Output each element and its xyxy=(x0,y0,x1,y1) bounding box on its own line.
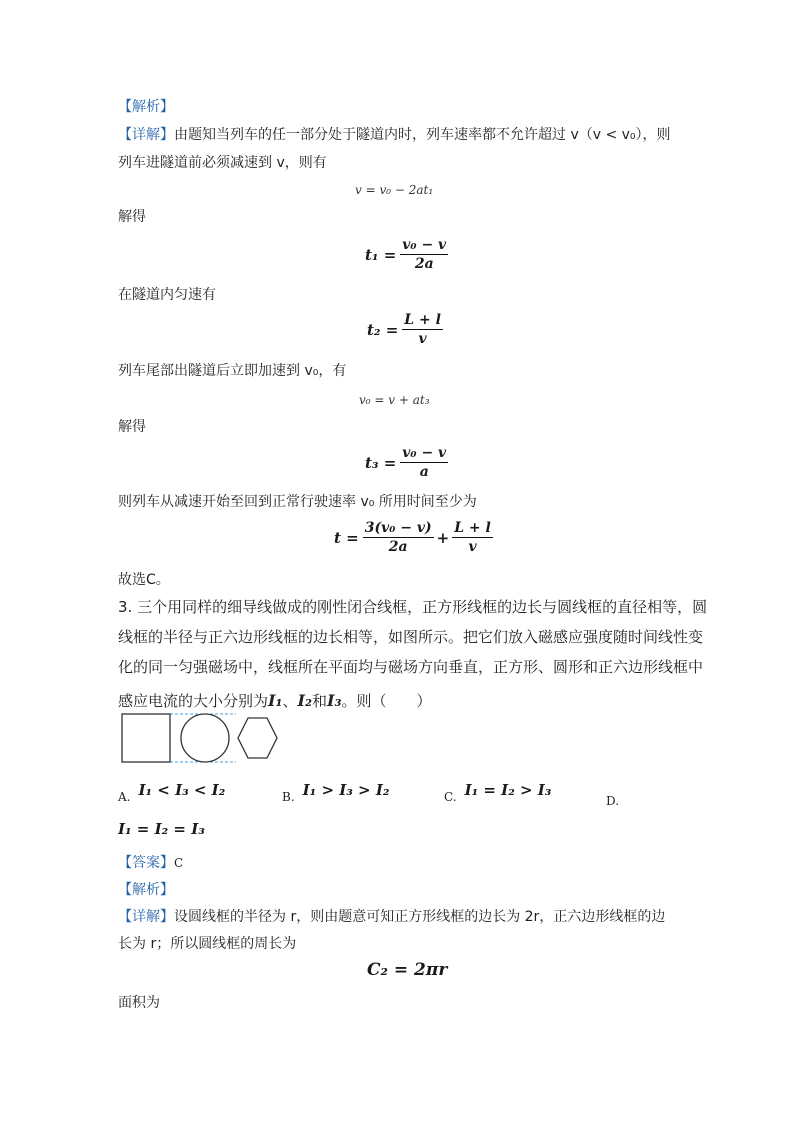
option-c-expr: I₁ = I₂ > I₃ xyxy=(464,781,552,799)
q3-line-4: 感应电流的大小分别为 I₁ 、 I₂ 和 I₃ 。则（ ） xyxy=(118,691,432,710)
detail-line-2-2: 长为 r；所以圆线框的周长为 xyxy=(118,936,297,952)
wire-frames-figure xyxy=(118,710,284,766)
option-b[interactable] xyxy=(282,776,389,804)
detail-label-2: 【详解】 xyxy=(118,909,174,925)
detail-line-2-1 xyxy=(118,906,665,926)
answer-value: C xyxy=(174,856,184,870)
circle-frame xyxy=(181,714,229,762)
q3-line-1: 3. 三个用同样的细导线做成的刚性闭合线框，正方形线框的边长与圆线框的直径相等，圆 xyxy=(118,598,708,616)
detail-label: 【详解】 xyxy=(118,127,174,143)
answer-label: 【答案】 xyxy=(118,855,174,871)
total-time-text: 则列车从减速开始至回到正常行驶速率 v₀ 所用时间至少为 xyxy=(118,494,477,510)
option-b-label: B. xyxy=(282,790,295,804)
option-c-label: C. xyxy=(444,790,457,804)
equation-v: v = v₀ − 2at₁ xyxy=(355,183,434,197)
detail-text-2: 设圆线框的半径为 r，则由题意可知正方形线框的边长为 2r，正六边形线框的边 xyxy=(174,909,666,925)
equation-t1: t₁ = $\frac{\text{v₀ − v}}{2a}$ xyxy=(365,237,447,272)
equation-c2: C₂ = 2πr xyxy=(367,960,448,980)
option-b-expr: I₁ > I₃ > I₂ xyxy=(302,781,390,799)
equation-total-t: t = $\frac{\text{3(v₀ − v)}}{2a}$ + $\frac{L + l}{v}$ xyxy=(334,520,491,555)
i3-symbol: I₃ xyxy=(327,691,342,710)
detail-text: 由题知当列车的任一部分处于隧道内时，列车速率都不允许超过 v（v < v₀），则 xyxy=(174,127,671,143)
i1-symbol: I₁ xyxy=(268,691,283,710)
choice-text: 故选C。 xyxy=(118,572,170,588)
tail-text: 列车尾部出隧道后立即加速到 v₀，有 xyxy=(118,363,347,379)
option-a[interactable] xyxy=(118,776,225,804)
option-c[interactable] xyxy=(444,776,551,804)
analysis-label-2: 【解析】 xyxy=(118,882,174,898)
detail-line-1 xyxy=(118,124,671,144)
i2-symbol: I₂ xyxy=(297,691,313,710)
equation-t3: t₃ = $\frac{\text{v₀ − v}}{a}$ xyxy=(365,445,447,480)
analysis-label: 【解析】 xyxy=(118,99,174,115)
option-a-label: A. xyxy=(118,790,131,804)
q3-line-3: 化的同一匀强磁场中，线框所在平面均与磁场方向垂直，正方形、圆形和正六边形线框中 xyxy=(118,658,704,676)
answer-line xyxy=(118,852,183,872)
option-a-expr: I₁ < I₃ < I₂ xyxy=(138,781,226,799)
area-text: 面积为 xyxy=(118,995,160,1011)
q3-line-2: 线框的半径与正六边形线框的边长相等，如图所示。把它们放入磁感应强度随时间线性变 xyxy=(118,628,704,646)
equation-t2: t₂ = $\frac{L + l}{v}$ xyxy=(367,312,441,347)
solve-text-2: 解得 xyxy=(118,419,146,435)
option-d-expr: I₁ = I₂ = I₃ xyxy=(118,820,205,838)
square-frame xyxy=(122,714,170,762)
tunnel-text: 在隧道内匀速有 xyxy=(118,287,216,303)
equation-v0: v₀ = v + at₃ xyxy=(359,393,430,407)
option-d-label: D. xyxy=(606,794,620,808)
hexagon-frame xyxy=(238,718,277,758)
option-d[interactable] xyxy=(606,790,619,809)
solve-text-1: 解得 xyxy=(118,209,146,225)
detail-line-2: 列车进隧道前必须减速到 v，则有 xyxy=(118,155,327,171)
